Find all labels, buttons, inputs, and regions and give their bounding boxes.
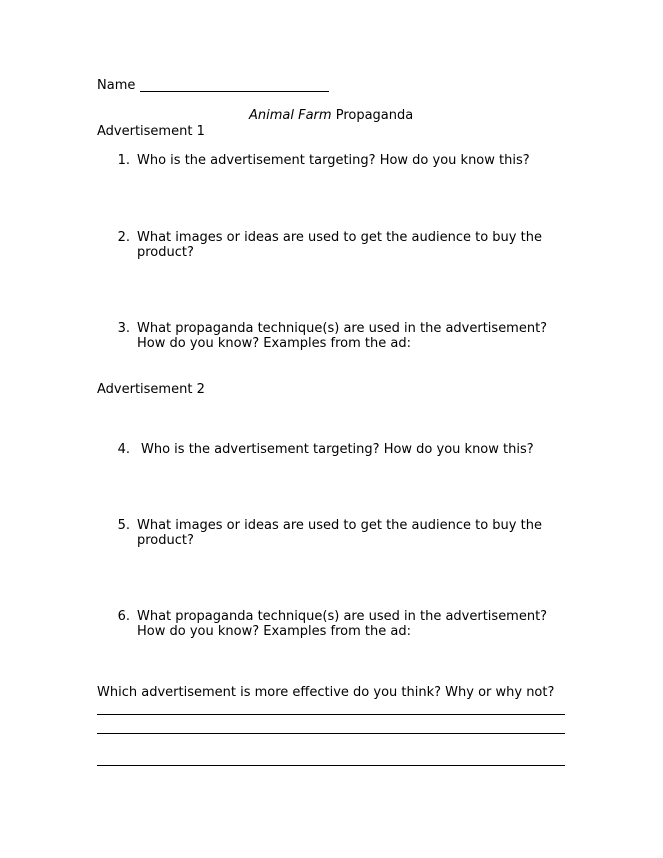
title-suffix: Propaganda xyxy=(331,108,414,123)
question-number: 5. xyxy=(117,518,130,533)
question-number: 2. xyxy=(117,230,130,245)
question-text-continued: How do you know? Examples from the ad: xyxy=(137,624,411,639)
question-text: Who is the advertisement targeting? How do you know this? xyxy=(137,153,530,168)
title-book-name: Animal Farm xyxy=(249,108,332,123)
question-number: 1. xyxy=(117,153,130,168)
question-text: What propaganda technique(s) are used in the advertisement? xyxy=(137,321,548,336)
question-text: What propaganda technique(s) are used in the advertisement? xyxy=(137,609,548,624)
question-number: 3. xyxy=(117,321,130,336)
final-question: Which advertisement is more effective do you think? Why or why not? xyxy=(97,685,555,700)
answer-line[interactable] xyxy=(97,733,565,734)
name-field[interactable] xyxy=(140,91,329,92)
question-text: What images or ideas are used to get the audience to buy the xyxy=(137,518,542,533)
worksheet-title xyxy=(249,108,413,124)
name-label: Name xyxy=(97,78,136,93)
question-text-continued: product? xyxy=(137,245,194,260)
answer-line[interactable] xyxy=(97,714,565,715)
question-number: 4. xyxy=(117,442,130,457)
question-text: What images or ideas are used to get the audience to buy the xyxy=(137,230,542,245)
question-number: 6. xyxy=(117,609,130,624)
question-text-continued: How do you know? Examples from the ad: xyxy=(137,336,411,351)
question-text-continued: product? xyxy=(137,533,194,548)
answer-line[interactable] xyxy=(97,765,565,766)
section-heading-advertisement-1: Advertisement 1 xyxy=(97,124,205,139)
section-heading-advertisement-2: Advertisement 2 xyxy=(97,382,205,397)
question-text: Who is the advertisement targeting? How do you know this? xyxy=(141,442,534,457)
